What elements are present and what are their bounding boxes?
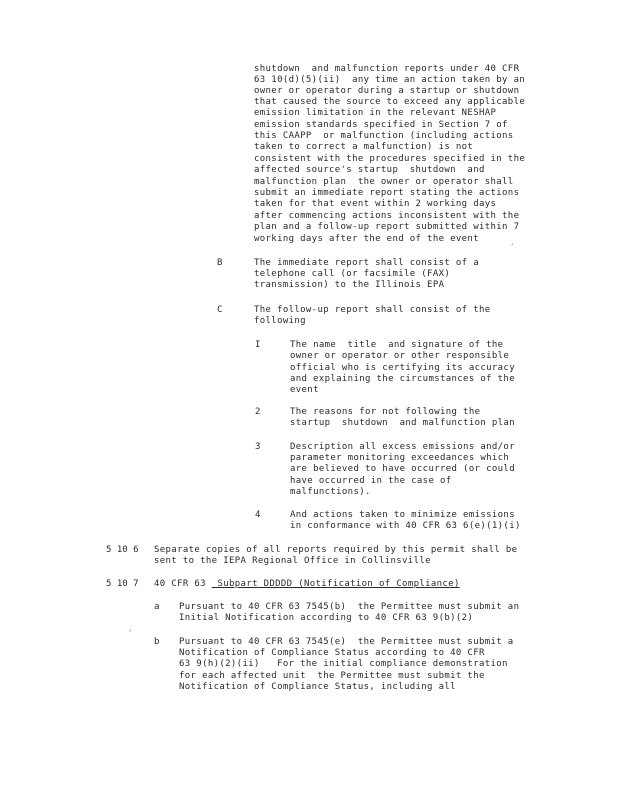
item-marker: 3 xyxy=(255,442,261,452)
text-line: And actions taken to minimize emissions xyxy=(290,510,515,520)
item-marker: 4 xyxy=(255,510,261,520)
text-line: and explaining the circumstances of the xyxy=(290,374,515,384)
item-marker: C xyxy=(217,305,223,315)
text-line: taken to correct a malfunction) is not xyxy=(254,142,474,152)
text-line: owner or operator or other responsible xyxy=(290,351,510,361)
item-marker: b xyxy=(154,637,160,647)
text-line: are believed to have occurred (or could xyxy=(290,464,515,474)
item-marker: 2 xyxy=(255,407,261,417)
text-line: in conformance with 40 CFR 63 6(e)(1)(i) xyxy=(290,521,521,531)
text-line: working days after the end of the event xyxy=(254,234,479,244)
text-line: parameter monitoring exceedances which xyxy=(290,453,510,463)
text-line: have occurred in the case of xyxy=(290,476,452,486)
text-line: malfunction plan the owner or operator shall xyxy=(254,177,514,187)
text-line: Pursuant to 40 CFR 63 7545(b) the Permittee must submit an xyxy=(179,602,520,612)
text-line: startup shutdown and malfunction plan xyxy=(290,418,515,428)
text-line: owner or operator during a startup or shutdown xyxy=(254,86,520,96)
text-line: 63 10(d)(5)(ii) any time an action taken by an xyxy=(254,75,526,85)
text-line: official who is certifying its accuracy xyxy=(290,363,515,373)
text-line: consistent with the procedures specified in the xyxy=(254,154,526,164)
text-line: 63 9(h)(2)(ii) For the initial compliance demonstration xyxy=(179,659,508,669)
text-line: Notification of Compliance Status, including all xyxy=(179,682,456,692)
text-line: affected source's startup shutdown and xyxy=(254,165,485,175)
text-line: following xyxy=(254,316,306,326)
text-line: Pursuant to 40 CFR 63 7545(e) the Permittee must submit a xyxy=(179,637,514,647)
text-line: transmission) to the Illinois EPA xyxy=(254,280,445,290)
scan-speck: ‘ xyxy=(128,629,133,637)
scan-speck: ‘ xyxy=(510,243,515,251)
text-line: event xyxy=(290,385,319,395)
section-heading-title: Subpart DDDDD (Notification of Compliance) xyxy=(211,579,460,589)
item-marker: I xyxy=(255,340,261,350)
text-line: The immediate report shall consist of a xyxy=(254,258,479,268)
text-line: emission limitation in the relevant NESHAP xyxy=(254,108,497,118)
text-line: Notification of Compliance Status according to 40 CFR xyxy=(179,648,485,658)
section-heading xyxy=(154,579,460,590)
text-line: emission standards specified in Section 7 of xyxy=(254,120,508,130)
text-line: telephone call (or facsimile (FAX) xyxy=(254,269,451,279)
text-line: plan and a follow-up report submitted within 7 xyxy=(254,222,520,232)
text-line: Separate copies of all reports required by this permit shall be xyxy=(154,545,518,555)
text-line: malfunctions). xyxy=(290,487,371,497)
text-line: sent to the IEPA Regional Office in Collinsville xyxy=(154,556,431,566)
text-line: taken for that event within 2 working days xyxy=(254,199,497,209)
section-number: 5 10 6 xyxy=(106,545,139,555)
text-line: Initial Notification according to 40 CFR 63 9(b)(2) xyxy=(179,613,474,623)
text-line: shutdown and malfunction reports under 40 CFR xyxy=(254,64,520,74)
text-line: submit an immediate report stating the actions xyxy=(254,188,520,198)
section-heading-prefix: 40 CFR 63 xyxy=(154,579,212,589)
item-marker: B xyxy=(217,258,223,268)
text-line: The name title and signature of the xyxy=(290,340,504,350)
text-line: after commencing actions inconsistent with the xyxy=(254,211,520,221)
item-marker: a xyxy=(154,602,160,612)
text-line: The follow-up report shall consist of the xyxy=(254,305,491,315)
text-line: that caused the source to exceed any applicable xyxy=(254,97,526,107)
text-line: The reasons for not following the xyxy=(290,407,481,417)
section-number: 5 10 7 xyxy=(106,579,139,589)
text-line: for each affected unit the Permittee must submit the xyxy=(179,671,485,681)
text-line: Description all excess emissions and/or xyxy=(290,442,515,452)
text-line: this CAAPP or malfunction (including actions xyxy=(254,131,514,141)
